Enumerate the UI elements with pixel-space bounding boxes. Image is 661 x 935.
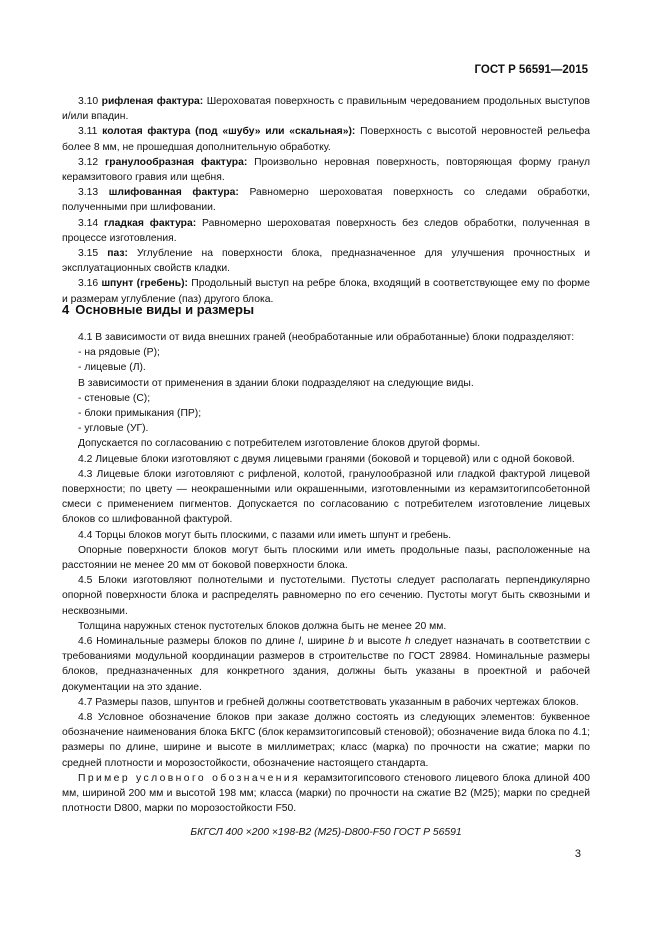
term-3-11 [62,124,590,154]
paragraph-4-7: 4.7 Размеры пазов, шпунтов и гребней должны соответствовать указанным в рабочих чертежах блоков. [78,696,579,708]
example-paragraph [62,771,590,817]
paragraph-4-1: 4.1 В зависимости от вида внешних граней (необработанные или обработанные) блоки подразделяют: [78,332,575,343]
section-body [62,330,590,840]
paragraph-4-2: 4.2 Лицевые блоки изготовляют с двумя лицевыми гранями (боковой и торцевой) или с одной боковой. [78,453,575,465]
list-item: - стеновые (С); [78,392,151,404]
term-definition: Поверхность с высотой неровностей рельефа более 8 мм, не прошедшая дополнительную обработку. [62,126,591,153]
term-number: 3.13 [78,187,99,199]
term-number: 3.10 [78,96,99,107]
term-definition: Углубление на поверхности блока, предназначенное для улучшения прочностных и эксплуатационных свойств кладки. [62,248,590,275]
term-number: 3.14 [78,217,99,229]
paragraph-4-3: 4.3 Лицевые блоки изготовляют с рифленой, колотой, гранулообразной или гладкой фактурой лицевой поверхности; по цвету — неокрашенными или окрашенными, изготовленными из керамзитогипсобетонной смеси с применением пигментов. Допускается по согласованию с потребителем изготовление лицевых блоков со шлифованной фактурой. [62,468,590,526]
section-title: Основные виды и размеры [75,302,255,317]
symbol-width: b [348,636,355,648]
example-label: Пример условного обозначения [78,772,301,784]
paragraph-4-4: 4.4 Торцы блоков могут быть плоскими, с пазами или иметь шпунт и гребень. [78,529,452,541]
designation-formula: БКГСЛ 400 ×200 ×198-В2 (М25)-D800-F50 ГОСТ Р 56591 [190,826,462,838]
term-definition: Равномерно шероховатая поверхность со следами обработки, полученными при шлифовании. [62,187,591,214]
paragraph-other-shape: Допускается по согласованию с потребителем изготовление блоков другой формы. [78,438,481,450]
term-number: 3.16 [78,278,99,290]
terms-block [62,94,590,307]
term-3-15 [62,246,590,276]
text-run: следует назначать в соответствии с требованиями модульной координации размеров в строительстве по ГОСТ 28984. Номинальные размеры блоков, предназначенных для конкретного здания, должны быть указаны в проектной и рабочей документации на это здание. [62,636,590,693]
term-number: 3.15 [78,248,99,260]
paragraph-4-6 [62,634,590,695]
list-item: - угловые (УГ). [78,423,149,435]
document-header-id: ГОСТ Р 56591—2015 [474,64,588,76]
term-definition: Шероховатая поверхность с правильным чередованием продольных выступов и/или впадин. [62,96,590,123]
section-number: 4 [62,302,70,317]
symbol-height: h [405,636,411,648]
term-name: шпунт (гребень): [101,278,188,290]
paragraph-4-4-support: Опорные поверхности блоков могут быть плоскими или иметь продольные пазы, расположенные на расстоянии не менее 20 мм от боковой поверхности блока. [62,544,590,572]
term-name: рифленая фактура: [101,96,204,107]
term-definition: Равномерно шероховатая поверхность без следов обработки, полученная в процессе изготовления. [62,217,590,244]
term-number: 3.12 [78,156,99,168]
text-run: и высоте [354,636,406,648]
list-item: - лицевые (Л). [78,362,146,374]
term-3-12 [62,155,590,185]
paragraph-4-5: 4.5 Блоки изготовляют полнотелыми и пустотелыми. Пустоты следует располагать перпендикулярно опорной поверхности блока и распределять равномерно по его сечению. Пустоты могут быть сквозными и несквозными. [62,575,590,617]
term-name: паз: [107,248,128,260]
term-name: гладкая фактура: [104,217,197,229]
list-item: - на рядовые (Р); [78,347,160,359]
term-name: колотая фактура (под «шубу» или «скальная»): [102,126,356,138]
term-name: гранулообразная фактура: [104,156,248,168]
term-3-10 [62,94,590,124]
term-number: 3.11 [78,126,98,138]
term-definition: Произвольно неровная поверхность, повторяющая форму гранул керамзитового гравия или щебня. [62,156,591,184]
term-3-13 [62,185,590,215]
paragraph-4-8: 4.8 Условное обозначение блоков при заказе должно состоять из следующих элементов: буквенное обозначение наименования блока БКГС (блок керамзитогипсовый стеновой); обозначение вида блока по 4.1; размеры по длине, ширине и высоте в миллиметрах; класс (марка) по прочности на сжатие; марки по средней плотности и морозостойкости, обозначение настоящего стандарта. [62,712,590,769]
list-item: - блоки примыкания (ПР); [78,408,202,420]
paragraph-use: В зависимости от применения в здании блоки подразделяют на следующие виды. [78,377,474,389]
section-heading [62,302,260,317]
example-text: керамзитогипсового стенового лицевого блока длиной 400 мм, шириной 200 мм и высотой 198 мм; класса (марки) по прочности на сжатие В2 (М25); марки по средней плотности D800, марки по морозостойкости F50. [62,772,590,815]
term-3-14 [62,216,590,246]
term-name: шлифованная фактура: [108,187,239,199]
page-number: 3 [574,848,581,860]
term-definition: Продольный выступ на ребре блока, входящий в соответствующее ему по форме и размерам углубление (паз) другого блока. [62,278,590,305]
text-run: 4.6 Номинальные размеры блоков по длине [78,636,299,648]
symbol-length: l [298,636,301,648]
paragraph-4-5-walls: Толщина наружных стенок пустотелых блоков должна быть не менее 20 мм. [78,620,447,632]
text-run: , ширине [300,636,349,648]
